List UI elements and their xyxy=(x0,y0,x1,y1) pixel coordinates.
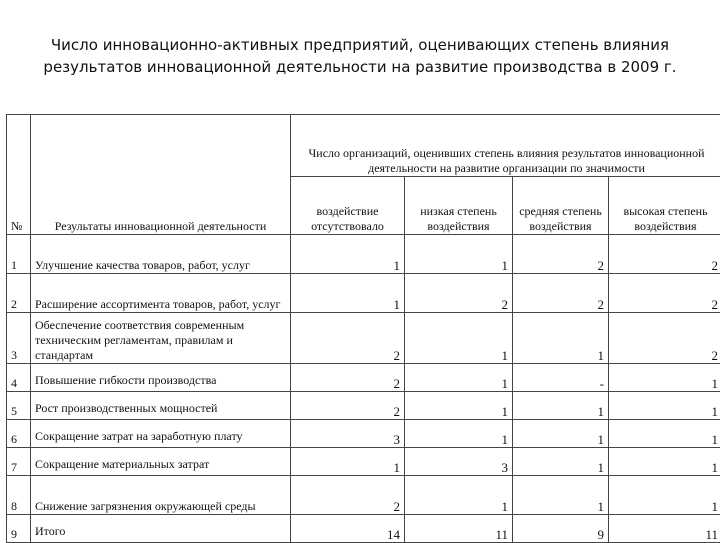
value-none: 2 xyxy=(291,364,405,392)
value-none: 2 xyxy=(291,392,405,420)
value-high: 1 xyxy=(609,420,720,448)
value-high: 1 xyxy=(609,448,720,476)
value-low: 1 xyxy=(405,420,513,448)
value-high: 2 xyxy=(609,313,720,364)
value-medium: 1 xyxy=(513,392,609,420)
table-row xyxy=(7,313,720,364)
value-low: 1 xyxy=(405,313,513,364)
value-none: 2 xyxy=(291,313,405,364)
table-row xyxy=(7,448,720,476)
table-row-total xyxy=(7,515,720,543)
total-low: 11 xyxy=(405,515,513,543)
table-row xyxy=(7,476,720,515)
table-row xyxy=(7,392,720,420)
row-number: 5 xyxy=(7,392,31,420)
row-label: Сокращение затрат на заработную плату xyxy=(31,420,291,448)
value-low: 1 xyxy=(405,392,513,420)
header-results: Результаты инновационной деятельности xyxy=(31,115,291,235)
row-number: 1 xyxy=(7,235,31,274)
value-high: 1 xyxy=(609,476,720,515)
row-label: Повышение гибкости производства xyxy=(31,364,291,392)
value-medium: 2 xyxy=(513,274,609,313)
table-row xyxy=(7,235,720,274)
row-label: Улучшение качества товаров, работ, услуг xyxy=(31,235,291,274)
header-col-none: воздействие отсутствовало xyxy=(291,177,405,235)
data-table xyxy=(6,114,720,543)
value-medium: 2 xyxy=(513,235,609,274)
row-number: 7 xyxy=(7,448,31,476)
header-group: Число организаций, оценивших степень влияния результатов инновационной деятельности на развитие организации по значимости xyxy=(291,115,720,177)
row-number: 8 xyxy=(7,476,31,515)
header-col-high: высокая степень воздействия xyxy=(609,177,720,235)
value-low: 1 xyxy=(405,364,513,392)
row-label: Рост производственных мощностей xyxy=(31,392,291,420)
value-low: 3 xyxy=(405,448,513,476)
value-medium: 1 xyxy=(513,420,609,448)
value-high: 1 xyxy=(609,364,720,392)
total-high: 11 xyxy=(609,515,720,543)
row-number: 9 xyxy=(7,515,31,543)
header-row-top xyxy=(7,115,720,177)
value-low: 1 xyxy=(405,476,513,515)
page-title xyxy=(20,34,700,78)
value-none: 1 xyxy=(291,274,405,313)
value-high: 1 xyxy=(609,392,720,420)
table-row xyxy=(7,274,720,313)
row-number: 6 xyxy=(7,420,31,448)
value-low: 1 xyxy=(405,235,513,274)
value-low: 2 xyxy=(405,274,513,313)
value-medium: 1 xyxy=(513,476,609,515)
row-label: Снижение загрязнения окружающей среды xyxy=(31,476,291,515)
value-high: 2 xyxy=(609,235,720,274)
value-none: 3 xyxy=(291,420,405,448)
title-line-2: результатов инновационной деятельности на развитие производства в 2009 г. xyxy=(20,56,700,78)
header-col-medium: средняя степень воздействия xyxy=(513,177,609,235)
header-number: № xyxy=(7,115,31,235)
row-number: 2 xyxy=(7,274,31,313)
value-none: 2 xyxy=(291,476,405,515)
value-none: 1 xyxy=(291,235,405,274)
row-number: 4 xyxy=(7,364,31,392)
row-label: Сокращение материальных затрат xyxy=(31,448,291,476)
value-high: 2 xyxy=(609,274,720,313)
header-col-low: низкая степень воздействия xyxy=(405,177,513,235)
value-medium: 1 xyxy=(513,313,609,364)
row-label: Итого xyxy=(31,515,291,543)
total-none: 14 xyxy=(291,515,405,543)
table-row xyxy=(7,420,720,448)
row-label: Расширение ассортимента товаров, работ, услуг xyxy=(31,274,291,313)
title-line-1: Число инновационно-активных предприятий, оценивающих степень влияния xyxy=(20,34,700,56)
row-number: 3 xyxy=(7,313,31,364)
value-none: 1 xyxy=(291,448,405,476)
value-medium: 1 xyxy=(513,448,609,476)
total-medium: 9 xyxy=(513,515,609,543)
row-label: Обеспечение соответствия современным техническим регламентам, правилам и стандартам xyxy=(31,313,291,364)
value-medium: - xyxy=(513,364,609,392)
table-row xyxy=(7,364,720,392)
